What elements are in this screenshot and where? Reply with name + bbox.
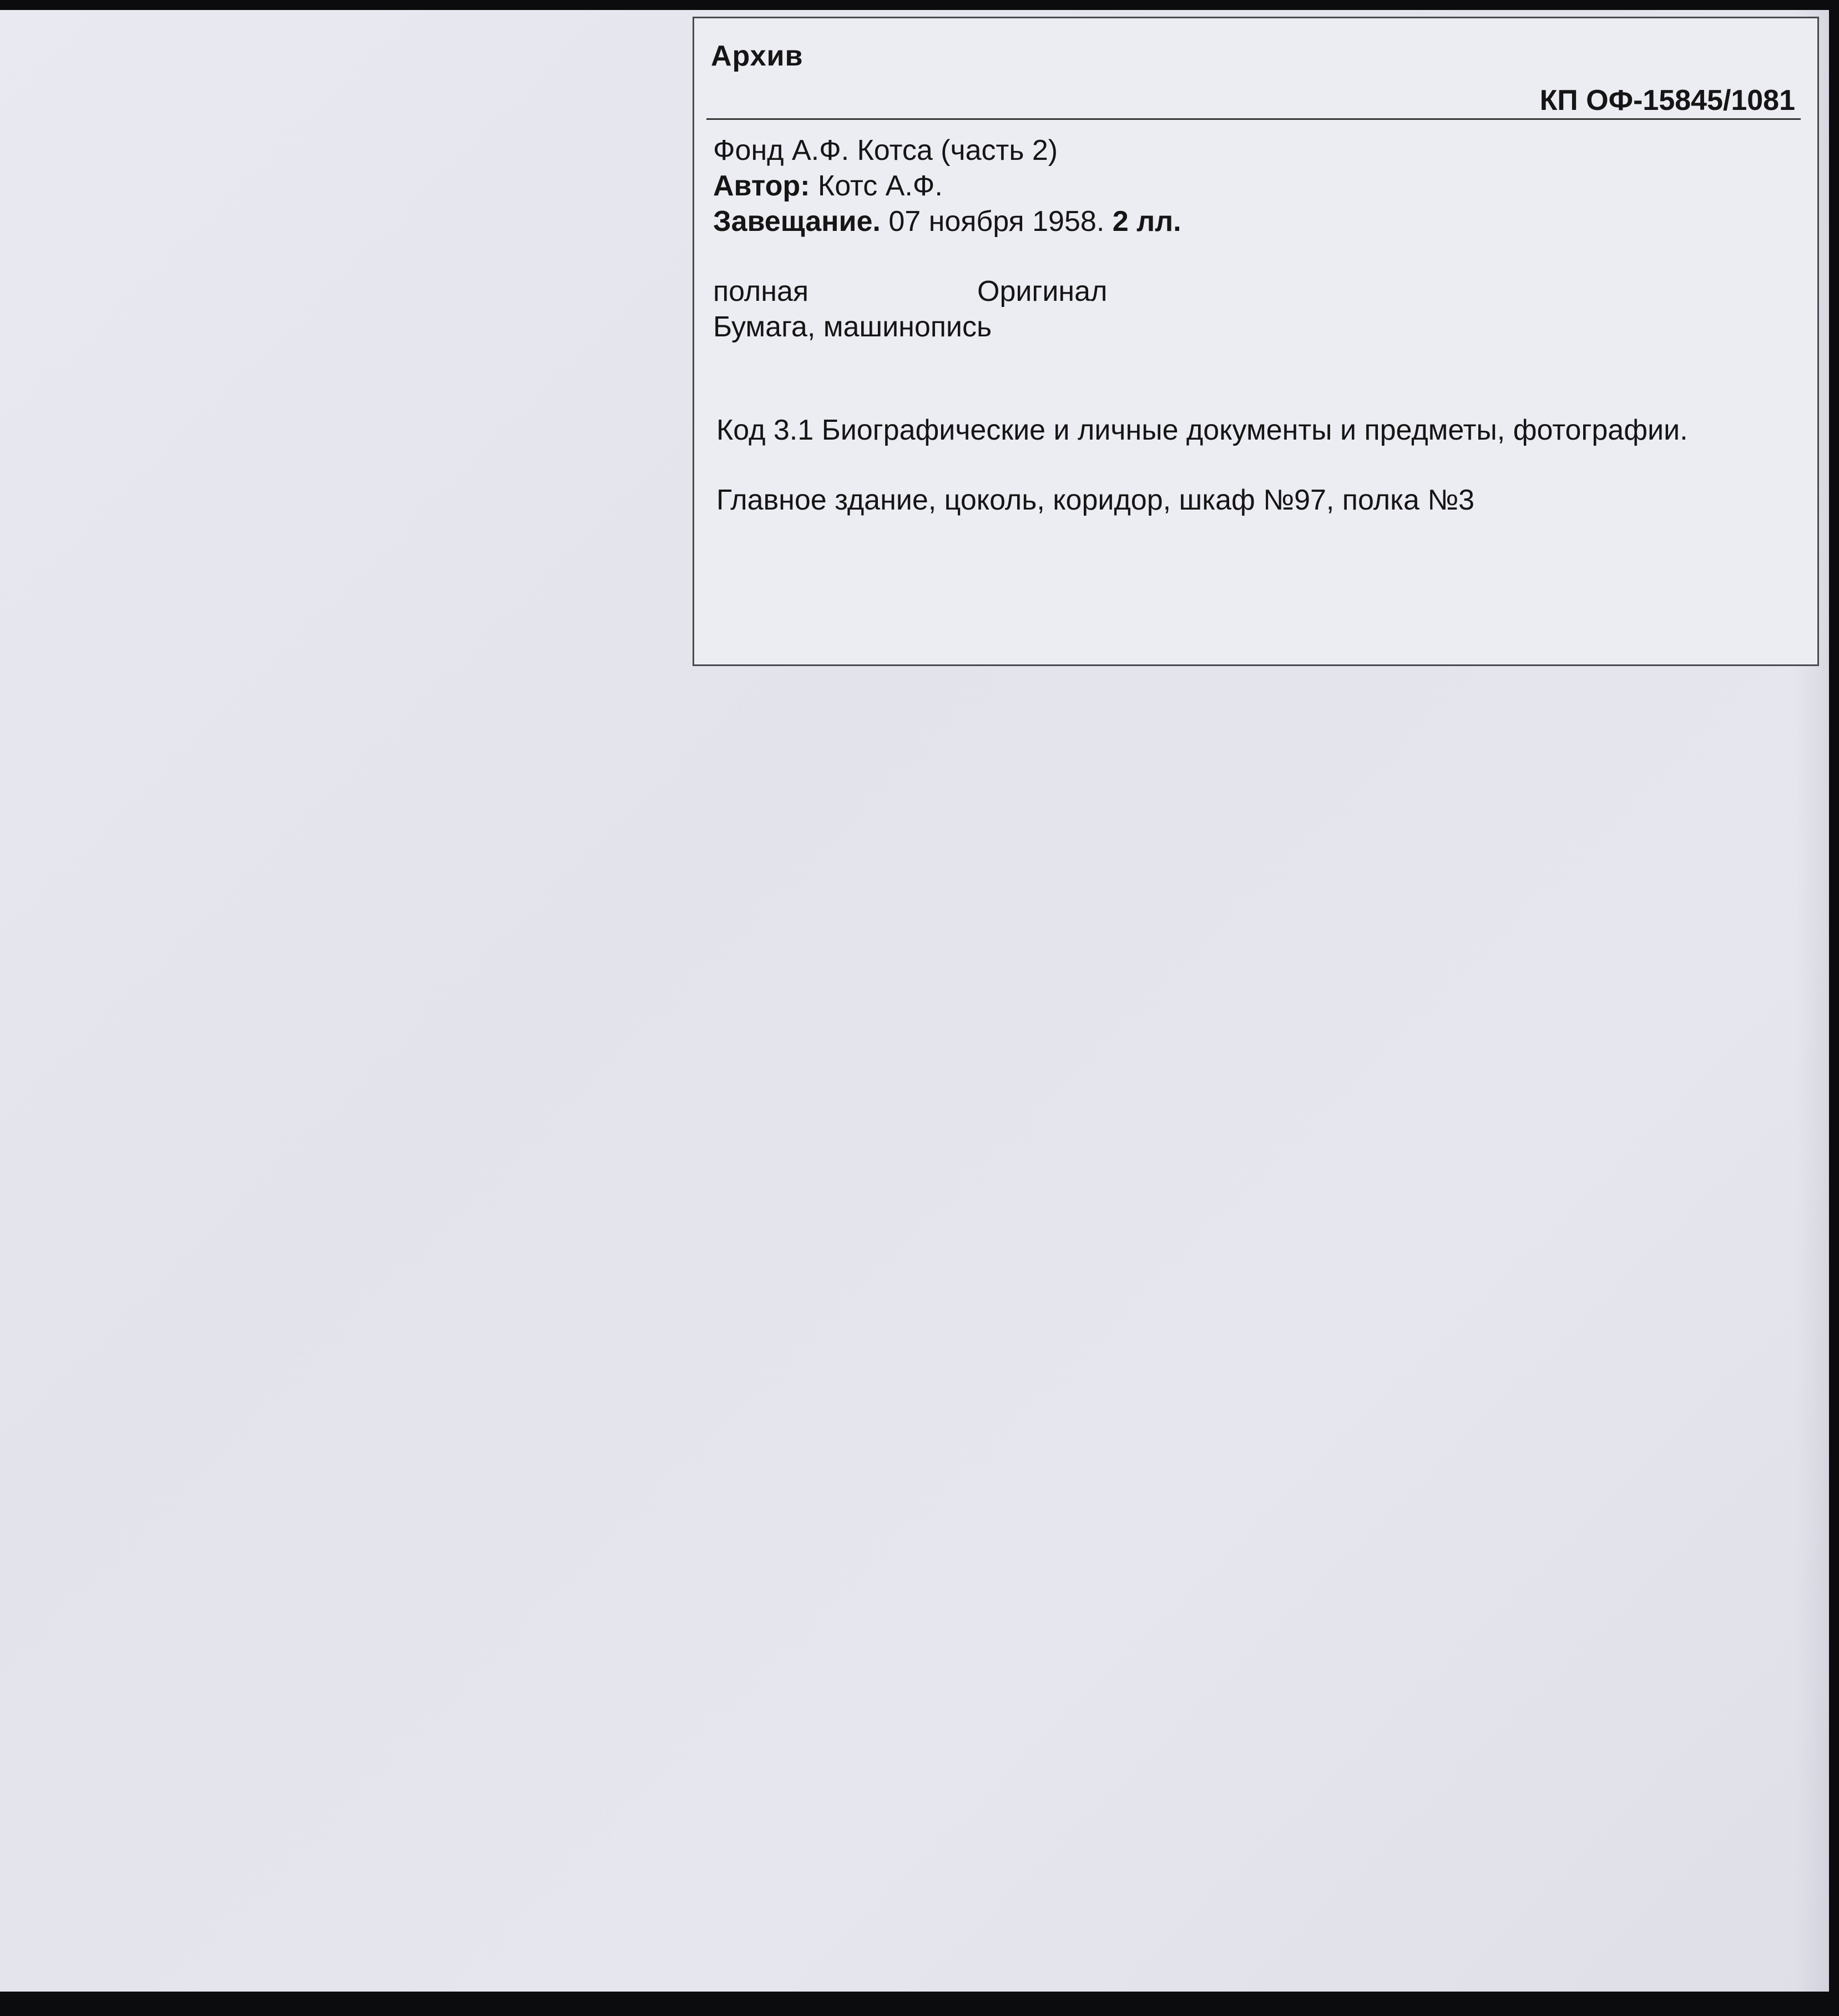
sheet-count: 2 лл.	[1112, 205, 1181, 238]
archive-title: Архив	[711, 40, 804, 72]
storage-location: Главное здание, цоколь, коридор, шкаф №97, полка №3	[716, 484, 1475, 516]
document-type: Завещание.	[713, 205, 881, 238]
origin-field: Оригинал	[977, 275, 1108, 308]
archive-label-card	[693, 17, 1819, 666]
inventory-number: КП ОФ-15845/1081	[1539, 84, 1795, 117]
author-label: Автор:	[713, 170, 810, 202]
fond-line: Фонд А.Ф. Котса (часть 2)	[713, 134, 1058, 167]
document-date: 07 ноября 1958.	[888, 205, 1105, 238]
author-value: Котс А.Ф.	[817, 170, 943, 202]
document-line	[713, 205, 1181, 238]
classification-code: Код 3.1 Биографические и личные документы и предметы, фотографии.	[716, 414, 1688, 446]
author-line	[713, 169, 943, 203]
material-field: Бумага, машинопись	[713, 311, 992, 343]
header-divider	[706, 118, 1801, 120]
completeness-field: полная	[713, 275, 809, 308]
